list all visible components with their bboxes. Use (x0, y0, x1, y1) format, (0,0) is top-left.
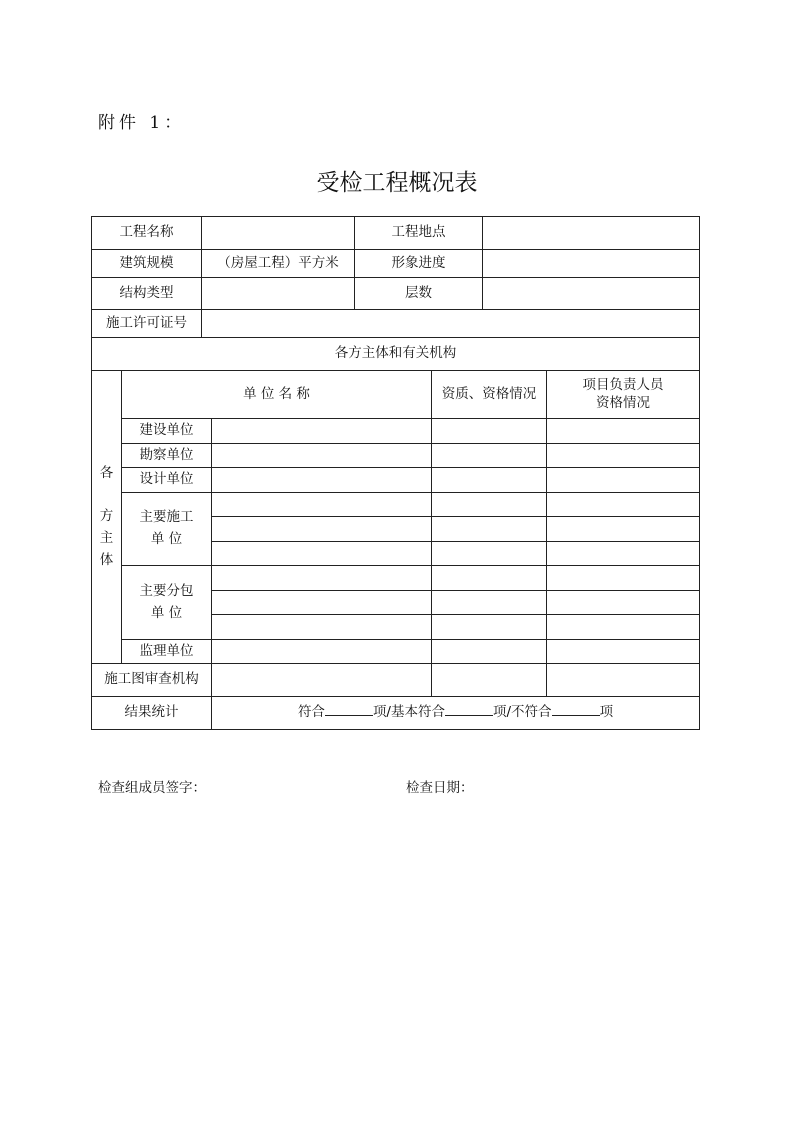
col-manager-line1: 项目负责人员 (582, 376, 664, 393)
main-contractor-label (122, 493, 212, 566)
progress-label: 形象进度 (355, 250, 483, 278)
conform-count-blank[interactable] (325, 704, 373, 716)
cell-input[interactable] (547, 615, 700, 640)
project-name-label: 工程名称 (92, 217, 202, 250)
cell-input[interactable] (547, 444, 700, 468)
project-location-label: 工程地点 (355, 217, 483, 250)
cell-input[interactable] (547, 493, 700, 517)
cell-input[interactable] (547, 566, 700, 591)
signature-label: 检查组成员签字： (98, 780, 206, 796)
cell-input[interactable] (547, 542, 700, 566)
cell-input[interactable] (547, 591, 700, 615)
side-char: 方 (99, 508, 114, 525)
progress-field[interactable] (483, 250, 700, 278)
cell-input[interactable] (212, 664, 432, 697)
cell-input[interactable] (212, 591, 432, 615)
cell-input[interactable] (212, 468, 432, 493)
result-label: 结果统计 (92, 697, 212, 730)
side-char: 体 (99, 551, 114, 568)
floors-field[interactable] (483, 278, 700, 310)
structure-type-field[interactable] (202, 278, 355, 310)
design-unit-label: 设计单位 (122, 468, 212, 493)
cell-input[interactable] (547, 419, 700, 444)
building-scale-field[interactable]: （房屋工程）平方米 (202, 250, 355, 278)
project-name-field[interactable] (202, 217, 355, 250)
construction-owner-label: 建设单位 (122, 419, 212, 444)
cell-input[interactable] (432, 419, 547, 444)
cell-input[interactable] (212, 640, 432, 664)
survey-unit-label: 勘察单位 (122, 444, 212, 468)
cell-input[interactable] (432, 664, 547, 697)
date-label: 检查日期： (406, 780, 474, 796)
subcontractor-line1: 主要分包 (139, 582, 194, 599)
cell-input[interactable] (432, 542, 547, 566)
result-nonconform-text: 项/不符合 (493, 704, 552, 721)
parties-side-label (92, 371, 122, 664)
side-char: 各 (99, 464, 114, 481)
cell-input[interactable] (432, 493, 547, 517)
cell-input[interactable] (547, 517, 700, 542)
cell-input[interactable] (432, 444, 547, 468)
cell-input[interactable] (212, 493, 432, 517)
permit-label: 施工许可证号 (92, 310, 202, 338)
cell-input[interactable] (212, 615, 432, 640)
cell-input[interactable] (432, 566, 547, 591)
cell-input[interactable] (547, 640, 700, 664)
parties-table (91, 370, 700, 730)
overview-table (91, 216, 700, 371)
subcontractor-line2: 单 位 (150, 604, 183, 621)
subcontractor-label (122, 566, 212, 640)
cell-input[interactable] (547, 468, 700, 493)
side-char: 主 (99, 530, 114, 546)
attachment-label: 附件 1： (98, 113, 186, 133)
drawing-review-label: 施工图审查机构 (92, 664, 212, 697)
cell-input[interactable] (432, 640, 547, 664)
result-basic-text: 项/基本符合 (372, 704, 445, 721)
col-manager (547, 371, 700, 419)
permit-field[interactable] (202, 310, 700, 338)
cell-input[interactable] (432, 591, 547, 615)
cell-input[interactable] (212, 542, 432, 566)
project-location-field[interactable] (483, 217, 700, 250)
result-end-text: 项 (599, 704, 614, 721)
col-qualification: 资质、资格情况 (432, 371, 547, 419)
basic-count-blank[interactable] (445, 704, 493, 716)
cell-input[interactable] (432, 615, 547, 640)
page-title: 受检工程概况表 (316, 170, 478, 196)
main-contractor-line1: 主要施工 (139, 509, 194, 526)
cell-input[interactable] (212, 517, 432, 542)
parties-header: 各方主体和有关机构 (92, 338, 700, 371)
cell-input[interactable] (432, 517, 547, 542)
cell-input[interactable] (212, 566, 432, 591)
structure-type-label: 结构类型 (92, 278, 202, 310)
supervision-unit-label: 监理单位 (122, 640, 212, 664)
nonconform-count-blank[interactable] (552, 704, 600, 716)
cell-input[interactable] (432, 468, 547, 493)
col-manager-line2: 资格情况 (596, 394, 650, 411)
cell-input[interactable] (212, 444, 432, 468)
floors-label: 层数 (355, 278, 483, 310)
building-scale-label: 建筑规模 (92, 250, 202, 278)
cell-input[interactable] (212, 419, 432, 444)
result-conform-text: 符合 (297, 704, 325, 721)
col-unit-name: 单 位 名 称 (122, 371, 432, 419)
main-contractor-line2: 单 位 (150, 531, 183, 547)
result-statistics (212, 697, 700, 730)
cell-input[interactable] (547, 664, 700, 697)
